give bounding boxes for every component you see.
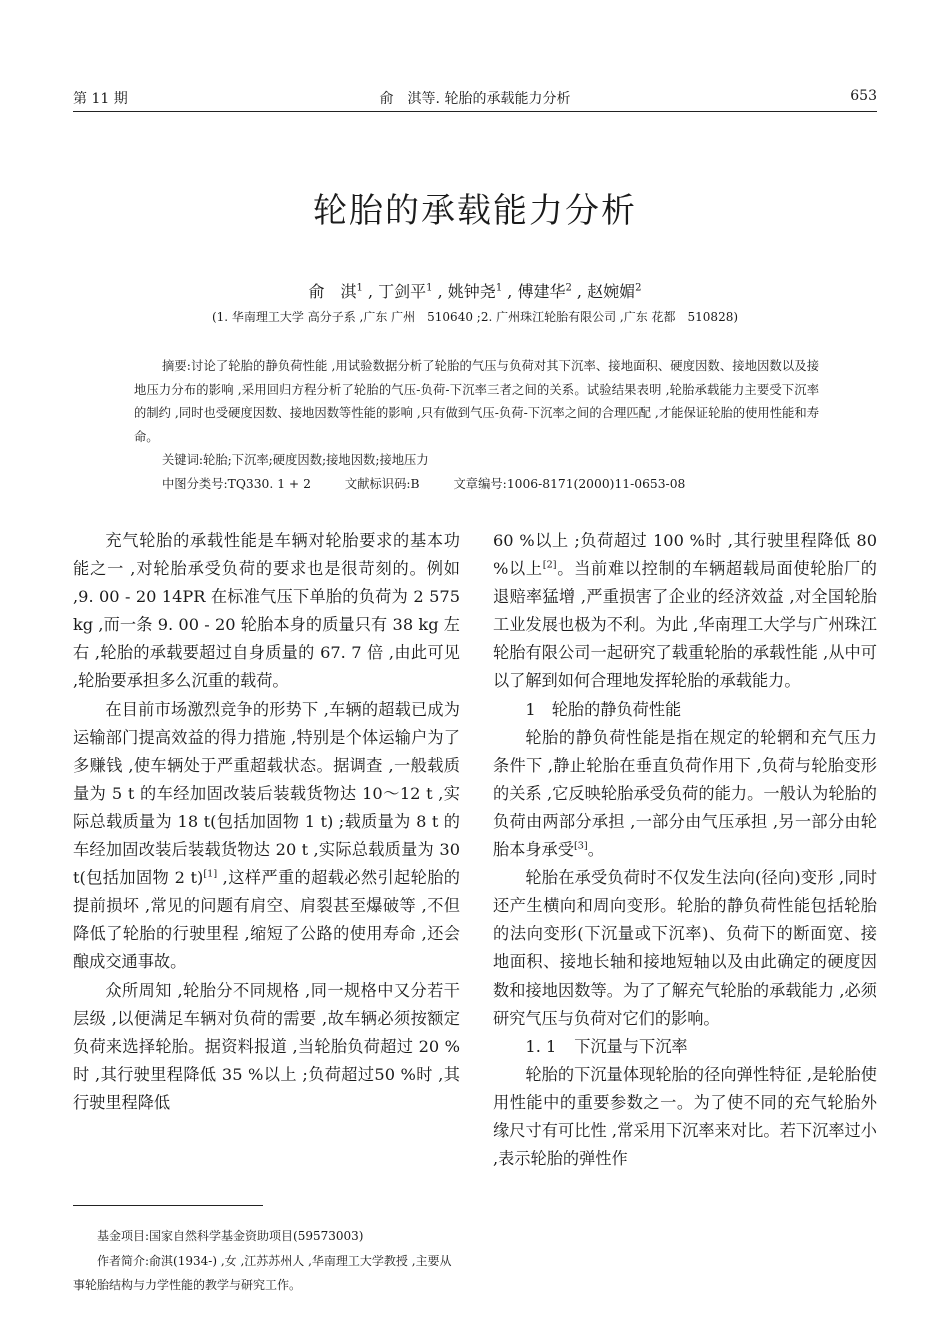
header-rule [73, 111, 877, 112]
author-name: 姚钟尧 [447, 282, 496, 301]
author-list [0, 279, 950, 302]
issue-number: 第 11 期 [73, 91, 128, 107]
citation-ref: [2] [542, 559, 557, 571]
affiliation-mark: 2 [635, 282, 642, 294]
affiliations: (1. 华南理工大学 高分子系 ,广东 广州 510640 ;2. 广州珠江轮胎有限公司 ,广东 花都 510828) [211, 310, 739, 324]
running-title: 俞 淇等. 轮胎的承载能力分析 [379, 91, 571, 107]
author-name: 傅建华 [517, 282, 566, 301]
affiliation-mark: 2 [565, 282, 572, 294]
paper-title: 轮胎的承载能力分析 [313, 191, 637, 231]
body-text: 60 %以上 ;负荷超过 100 %时 ,其行驶里程降低 80 %以上 [493, 531, 877, 579]
body-paragraph: 众所周知 ,轮胎分不同规格 ,同一规格中又分若干层级 ,以便满足车辆对负荷的需要 ,故车辆必须按额定负荷来选择轮胎。据资料报道 ,当轮胎负荷超过 20 %时 ,其行驶里程降低 35 %以上 ;负荷超过50 %时 ,其行驶里程降低 [73, 980, 460, 1112]
body-paragraph [493, 724, 877, 864]
author-name: 俞 淇 [308, 282, 357, 301]
footnotes [73, 1224, 460, 1298]
body-text: 在目前市场激烈竞争的形势下 ,车辆的超载已成为运输部门提高效益的得力措施 ,特别是个体运输户为了多赚钱 ,使车辆处于严重超载状态。据调查 ,一般载质量为 5 t 的车经加固改装后装载货物达 10～12 t ,实际总载质量为 18 t(包括加固物 1 t) ;载质量为 8 t 的车经加固改装后装载货物达 20 t ,实际总载质量为 30 t(包括加固物 2 t) [73, 699, 460, 888]
running-header [73, 88, 877, 112]
subsection-heading [493, 1033, 877, 1061]
citation-ref: [3] [573, 840, 588, 852]
affiliation-mark: 1 [356, 282, 363, 294]
body-paragraph: 充气轮胎的承载性能是车辆对轮胎要求的基本功能之一 ,对轮胎承受负荷的要求也是很苛刻的。例如 ,9. 00 - 20 14PR 在标准气压下单胎的负荷为 2 575 kg ,而一条 9. 00 - 20 轮胎本身的质量只有 38 kg 左右 ,轮胎的承载要超过自身质量的 67. 7 倍 ,由此可见 ,轮胎要承担多么沉重的载荷。 [73, 531, 460, 691]
section-title: 轮胎的静负荷性能 [551, 699, 682, 719]
footnote-rule [73, 1205, 263, 1206]
abstract-block [134, 355, 819, 496]
right-column [493, 527, 877, 1173]
keywords: 关键词:轮胎;下沉率;硬度因数;接地因数;接地压力 [162, 453, 429, 467]
author-separator: , [571, 282, 583, 301]
section-number: 1 [525, 699, 536, 719]
body-paragraph [493, 527, 877, 696]
author-separator: , [362, 282, 374, 301]
body-paragraph: 轮胎的下沉量体现轮胎的径向弹性特征 ,是轮胎使用性能中的重要参数之一。为了使不同的充气轮胎外缘尺寸有可比性 ,常采用下沉率来对比。若下沉率过小 ,表示轮胎的弹性作 [493, 1064, 877, 1169]
body-paragraph: 轮胎在承受负荷时不仅发生法向(径向)变形 ,同时还产生横向和周向变形。轮胎的静负荷性能包括轮胎的法向变形(下沉量或下沉率)、负荷下的断面宽、接地面积、接地长轴和接地短轴以及由此确定的硬度因数和接地因数等。为了了解充气轮胎的承载能力 ,必须研究气压与负荷对它们的影响。 [493, 868, 877, 1028]
subsection-title: 下沉量与下沉率 [574, 1036, 688, 1056]
funding-note: 基金项目:国家自然科学基金资助项目(59573003) [97, 1229, 364, 1243]
article-number: 文章编号:1006-8171(2000)11-0653-08 [453, 476, 686, 491]
body-paragraph [73, 696, 460, 977]
affiliation-mark: 1 [426, 282, 433, 294]
section-heading [493, 696, 877, 724]
classification-line [134, 473, 819, 497]
author-name: 赵婉媚 [587, 282, 636, 301]
citation-ref: [1] [203, 868, 218, 880]
author-name: 丁剑平 [378, 282, 427, 301]
body-text: 。 [587, 840, 604, 860]
page-number: 653 [850, 88, 877, 104]
clc-number: 中图分类号:TQ330. 1 + 2 [162, 476, 311, 491]
body-text: 。当前难以控制的车辆超载局面使轮胎厂的退赔率猛增 ,严重损害了企业的经济效益 ,对全国轮胎工业发展也极为不利。为此 ,华南理工大学与广州珠江轮胎有限公司一起研究了载重轮胎的承载性能 ,从中可以了解到如何合理地发挥轮胎的承载能力。 [493, 559, 877, 691]
author-bio-note: 作者简介:俞淇(1934-) ,女 ,江苏苏州人 ,华南理工大学教授 ,主要从事轮胎结构与力学性能的教学与研究工作。 [73, 1253, 452, 1292]
document-code: 文献标识码:B [344, 476, 420, 491]
author-separator: , [502, 282, 513, 301]
author-separator: , [432, 282, 443, 301]
left-column [73, 527, 460, 1117]
body-text: ,这样严重的超载必然引起轮胎的提前损坏 ,常见的问题有肩空、肩裂甚至爆破等 ,不但降低了轮胎的行驶里程 ,缩短了公路的使用寿命 ,还会酿成交通事故。 [73, 868, 460, 972]
body-text: 轮胎的静负荷性能是指在规定的轮辋和充气压力条件下 ,静止轮胎在垂直负荷作用下 ,负荷与轮胎变形的关系 ,它反映轮胎承受负荷的能力。一般认为轮胎的负荷由两部分承担 ,一部分由气压承担 ,另一部分由轮胎本身承受 [493, 727, 877, 860]
affiliation-mark: 1 [495, 282, 503, 294]
abstract-text: 摘要:讨论了轮胎的静负荷性能 ,用试验数据分析了轮胎的气压与负荷对其下沉率、接地面积、硬度因数、接地因数以及接地压力分布的影响 ,采用回归方程分析了轮胎的气压-负荷-下沉率三者之间的关系。试验结果表明 ,轮胎承载能力主要受下沉率的制约 ,同时也受硬度因数、接地因数等性能的影响 ,只有做到气压-负荷-下沉率之间的合理匹配 ,才能保证轮胎的使用性能和寿命。 [134, 359, 819, 444]
subsection-number: 1. 1 [525, 1036, 557, 1056]
